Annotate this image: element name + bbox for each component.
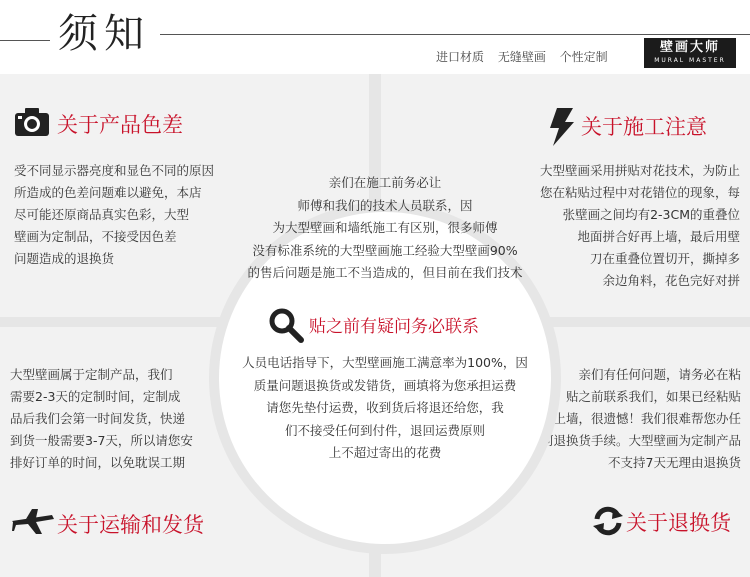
text-line: 为大型壁画和墙纸施工有区别，很多师傅: [272, 220, 498, 235]
text-line: 请您先垫付运费，收到货后将退还给您，我: [266, 400, 504, 415]
logo-main-text: 壁画大师: [659, 40, 720, 55]
returns-title: 关于退换货: [626, 511, 731, 535]
text-line: 地面拼合好再上墙，最后用壁: [577, 229, 740, 244]
text-line: 的售后问题是施工不当造成的，但目前在我们技术: [247, 265, 523, 280]
feature-tags: 进口材质 无缝壁画 个性定制: [436, 50, 608, 64]
header: [0, 0, 750, 74]
construction-title: 关于施工注意: [581, 115, 707, 139]
text-line: 受不同显示器亮度和显色不同的原因: [14, 163, 215, 178]
text-line: 何退换货手续。大型壁画为定制产品: [540, 433, 741, 448]
text-line: 没有标准系统的大型壁画施工经验大型壁画90%: [252, 242, 518, 258]
text-line: 上墙，很遗憾！我们很难帮您办任: [553, 411, 741, 426]
logo-sub-text: MURAL MASTER: [654, 57, 726, 64]
text-line: 不支持7天无理由退换货: [608, 455, 741, 470]
refresh-icon: [592, 505, 624, 537]
text-line: 人员电话指导下，大型壁画施工满意率为100%，因: [242, 355, 528, 370]
text-line: 亲们有任何问题，请务必在粘: [578, 367, 741, 382]
text-line: 亲们在施工前务必让: [328, 175, 442, 190]
text-line: 大型壁画采用拼贴对花技术，为防止: [539, 163, 740, 178]
airplane-icon: [12, 507, 54, 535]
text-line: 们不接受任何到付件，退回运费原则: [284, 422, 485, 438]
title-rule-right: [160, 34, 750, 35]
info-board: [0, 74, 750, 577]
text-line: 余边角料，花色完好对拼: [602, 273, 740, 288]
shipping-text: [10, 364, 225, 474]
lightning-icon: [549, 108, 575, 146]
color-title: 关于产品色差: [57, 113, 183, 137]
center-title: 贴之前有疑问务必联系: [309, 317, 479, 337]
text-line: 师傅和我们的技术人员联系，因: [297, 197, 473, 213]
text-line: 壁画为定制品，不接受因色差: [14, 229, 177, 244]
text-line: 品后我们会第一时间发货，快递: [10, 411, 186, 426]
shipping-title: 关于运输和发货: [57, 513, 204, 537]
text-line: 贴之前联系我们，如果已经粘贴: [565, 389, 741, 404]
text-line: 所造成的色差问题难以避免，本店: [14, 185, 202, 200]
center-bottom-text: [205, 352, 565, 465]
camera-icon: [14, 107, 50, 137]
page-title: 须知: [58, 11, 150, 57]
text-line: 需要2-3天的定制时间，定制成: [10, 389, 181, 404]
text-line: 您在粘贴过程中对花错位的现象，每: [539, 185, 740, 200]
text-line: 上不超过寄出的花费: [328, 445, 442, 460]
text-line: 刀在重叠位置切开，撕掉多: [589, 251, 740, 266]
text-line: 到货一般需要3-7天，所以请您安: [10, 433, 193, 448]
text-line: 问题造成的退换货: [14, 251, 115, 266]
text-line: 排好订单的时间，以免耽误工期: [10, 455, 186, 470]
text-line: 质量问题退换货或发错货，画填将为您承担运费: [253, 377, 517, 393]
title-rule-left: [0, 40, 50, 41]
center-top-text: [205, 172, 565, 285]
brand-logo: [644, 38, 736, 68]
text-line: 尽可能还原商品真实色彩，大型: [14, 207, 190, 222]
text-line: 张壁画之间均有2-3CM的重叠位: [562, 207, 740, 222]
magnifier-icon: [268, 307, 304, 343]
text-line: 大型壁画属于定制产品，我们: [10, 367, 173, 382]
